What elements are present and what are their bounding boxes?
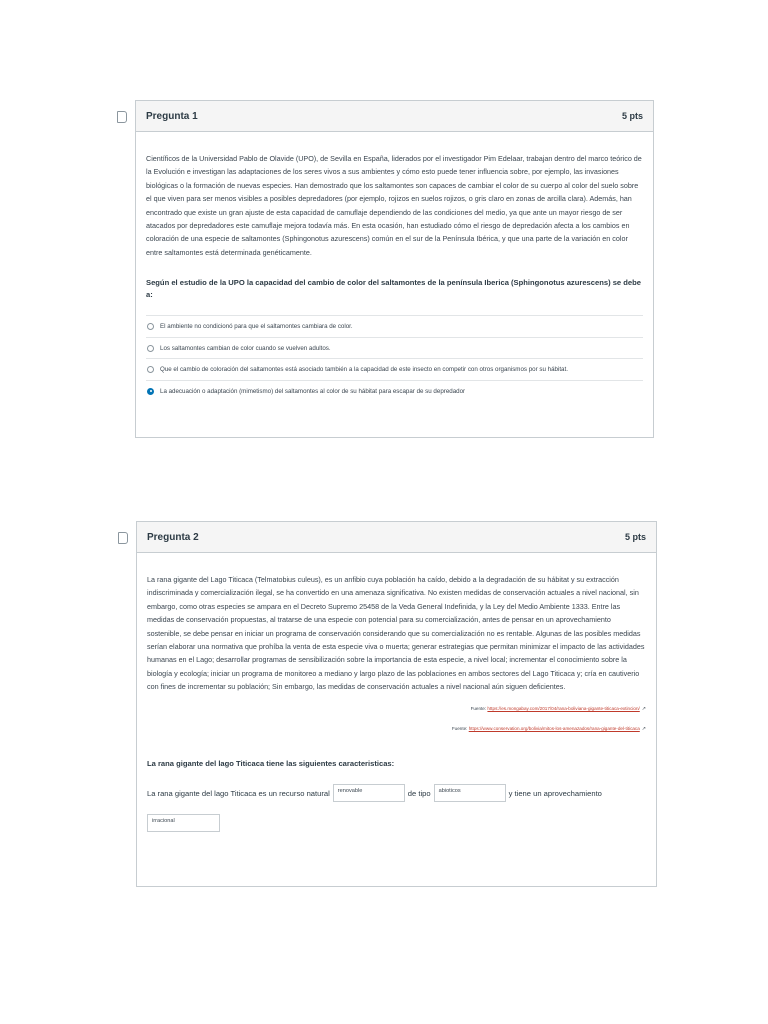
source-line	[147, 702, 646, 722]
dropdown-blank-2[interactable]: abioticos	[434, 784, 506, 802]
sentence-part-2: de tipo	[407, 788, 431, 798]
question-header	[137, 522, 656, 553]
radio-button[interactable]	[147, 345, 154, 352]
question-passage: Científicos de la Universidad Pablo de Olavide (UPO), de Sevilla en España, liderados por el investigador Pim Edelaar, trabajan dentro del marco teórico de la Evolución e investigan las adaptaciones de los seres vivos a sus ambientes y cómo esto puede tener influencia sobre, por ejemplo, las invasiones biológicas o la formación de nuevas especies. Han demostrado que los saltamontes son capaces de cambiar el color de su cuerpo al color del suelo sobre el que viven para ser menos visibles a posibles depredadores (por ejemplo, rojizos en suelos rojizos, o gris claro en zonas de arcilla clara). Además, han encontrado que existe un gran ajuste de esta capacidad de camuflaje dependiendo de las condiciones del medio, ya que ante un mayor riesgo de ser atacados por depredadores este camuflaje mejora todavía más. En esta ocasión, han estudiado cómo el riesgo de depredación afecta a los cambios en coloración de una especie de saltamontes (Sphingonotus azurescens) común en el sur de la Península Ibérica, y que una parte de la variación en color entre saltamontes está determinada genéticamente.	[146, 154, 642, 257]
answer-label: La adecuación o adaptación (mimetismo) del saltamontes al color de su hábitat para escapar de su depredador	[160, 387, 466, 395]
answer-option-1[interactable]	[146, 316, 643, 338]
sentence-part-1: La rana gigante del lago Titicaca es un recurso natural	[147, 788, 330, 798]
answer-label: El ambiente no condicionó para que el saltamontes cambiara de color.	[160, 323, 353, 330]
question-card-1	[135, 100, 654, 438]
dropdown-blank-3[interactable]: irracional	[147, 814, 220, 832]
source-prefix: Fuente:	[451, 725, 468, 731]
question-body	[136, 132, 653, 401]
question-passage: La rana gigante del Lago Titicaca (Telmatobius culeus), es un anfibio cuya población ha caído, debido a la degradación de su hábitat y su extracción indiscriminada y comercialización ilegal, se ha convertido en una amenaza significativa. No existen medidas de conservación actuales a nivel nacional, sin embargo, como otras especies se ampara en el Decreto Supremo 25458 de la Veda General Indefinida, y la Ley del Medio Ambiente 1333. Entre las medidas de conservación propuestas, al tratarse de una especie con potencial para su comercialización, antes de pensar en un aprovechamiento sostenible, se debe pensar en iniciar un programa de conservación considerando que su comercialización no es rentable. Algunas de las posibles medidas serían elaborar una normativa que prohíba la venta de esta especie viva o muerta; generar estrategias que permitan minimizar el impacto de las actividades humanas en el Lago; desarrollar programas de sensibilización sobre la importancia de esta especie, a nivel local; incrementar el conocimiento sobre la biología y ecología; iniciar un programa de monitoreo a mediano y largo plazo de las poblaciones en ambos sectores del Lago Titicaca y; cría en cautiverio con fines de incrementar su población; Sin embargo, las medidas de conservación actuales a nivel nacional aún siguen deficientes.	[147, 575, 645, 692]
source-list	[147, 702, 646, 742]
answer-list	[146, 315, 643, 401]
answer-option-3[interactable]	[146, 359, 643, 381]
answer-option-2[interactable]	[146, 338, 643, 360]
bookmark-icon[interactable]	[118, 532, 128, 544]
source-link[interactable]: https://www.conservation.org/bolivia/mitos-los-amenazados/rana-gigante-del-titicaca	[468, 725, 640, 731]
question-points: 5 pts	[624, 532, 646, 542]
answer-label: Que el cambio de coloración del saltamontes está asociado también a la capacidad de este insecto en competir con otros organismos por su hábitat.	[160, 366, 568, 373]
sentence-part-3: y tiene un aprovechamiento	[508, 788, 602, 798]
radio-button[interactable]	[147, 323, 154, 330]
bookmark-icon[interactable]	[117, 111, 127, 123]
radio-button[interactable]	[147, 366, 154, 373]
external-link-icon[interactable]: ↗	[641, 725, 646, 732]
answer-label: Los saltamontes cambian de color cuando se vuelven adultos.	[160, 344, 331, 352]
answer-option-4[interactable]	[146, 381, 643, 402]
question-card-2	[136, 521, 657, 887]
source-prefix: Fuente:	[470, 705, 487, 711]
question-title: Pregunta 2	[147, 531, 199, 543]
question-stem: La rana gigante del lago Titicaca tiene las siguientes caracteristicas:	[147, 758, 395, 768]
dropdown-blank-1[interactable]: renovable	[333, 784, 405, 802]
question-title: Pregunta 1	[146, 110, 198, 122]
fill-in-sentence	[147, 784, 646, 832]
question-stem: Según el estudio de la UPO la capacidad del cambio de color del saltamontes de la península Iberica (Sphingonotus azurescens) se debe a:	[146, 278, 641, 300]
question-header	[136, 101, 653, 132]
source-line	[147, 722, 646, 742]
external-link-icon[interactable]: ↗	[641, 705, 646, 712]
radio-button-selected[interactable]	[147, 388, 154, 395]
question-points: 5 pts	[621, 111, 643, 121]
source-link[interactable]: https://es.mongabay.com/2017/04/rana-boliviana-gigante-titicaca-extincion/	[487, 705, 640, 711]
question-body	[137, 553, 656, 832]
